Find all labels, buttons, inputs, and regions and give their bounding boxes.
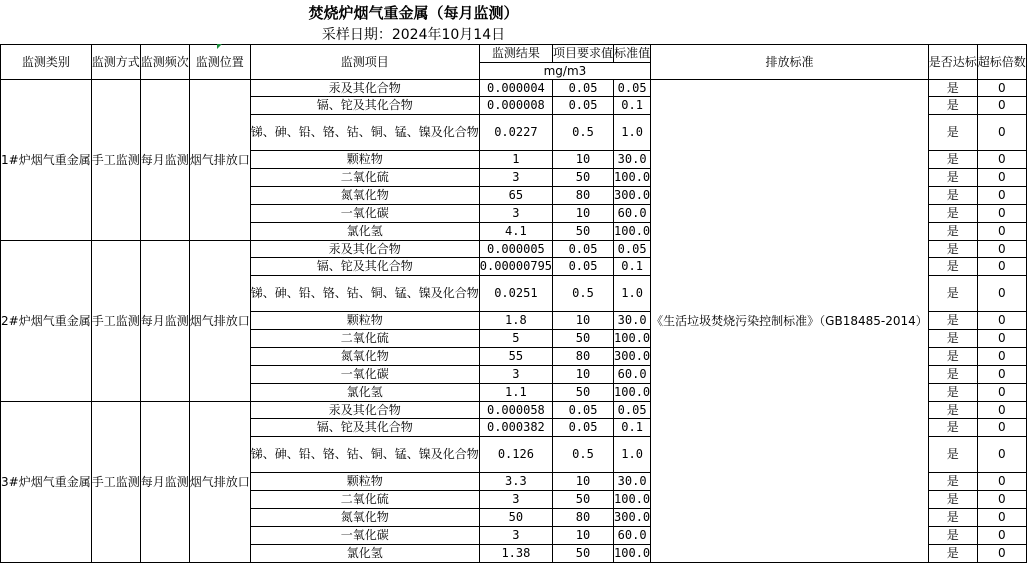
header-frequency: 监测频次 — [140, 45, 189, 80]
emission-standard-cell: 《生活垃圾焚烧污染控制标准》（GB18485-2014） — [651, 80, 929, 563]
item-cell: 氯化氢 — [250, 223, 479, 241]
result-cell: 1 — [479, 151, 552, 169]
requirement-cell: 0.5 — [553, 437, 614, 473]
standard-value-cell: 0.1 — [614, 419, 651, 437]
standard-value-cell: 300.0 — [614, 187, 651, 205]
compliant-cell: 是 — [928, 97, 977, 115]
compliant-cell: 是 — [928, 402, 977, 419]
requirement-cell: 0.5 — [553, 115, 614, 151]
frequency-cell: 每月监测 — [140, 80, 189, 241]
standard-value-cell: 1.0 — [614, 437, 651, 473]
standard-value-cell: 60.0 — [614, 527, 651, 545]
result-cell: 0.00000795 — [479, 258, 552, 276]
item-cell: 颗粒物 — [250, 312, 479, 330]
compliant-cell: 是 — [928, 330, 977, 348]
location-cell: 烟气排放口 — [189, 80, 250, 241]
header-item: 监测项目 — [250, 45, 479, 80]
standard-value-cell: 100.0 — [614, 545, 651, 563]
result-cell: 0.000382 — [479, 419, 552, 437]
category-cell: 1#炉烟气重金属 — [1, 80, 92, 241]
header-compliant: 是否达标 — [928, 45, 977, 80]
item-cell: 氯化氢 — [250, 545, 479, 563]
compliant-cell: 是 — [928, 151, 977, 169]
requirement-cell: 80 — [553, 509, 614, 527]
location-cell: 烟气排放口 — [189, 241, 250, 402]
result-cell: 0.000058 — [479, 402, 552, 419]
standard-value-cell: 100.0 — [614, 330, 651, 348]
exceed-cell: 0 — [977, 348, 1026, 366]
item-cell: 二氧化硫 — [250, 330, 479, 348]
item-cell: 颗粒物 — [250, 151, 479, 169]
standard-value-cell: 60.0 — [614, 205, 651, 223]
requirement-cell: 0.05 — [553, 80, 614, 97]
item-cell: 锑、砷、铅、铬、钴、铜、锰、镍及化合物 — [250, 115, 479, 151]
header-exceed: 超标倍数 — [977, 45, 1026, 80]
result-cell: 5 — [479, 330, 552, 348]
requirement-cell: 50 — [553, 384, 614, 402]
result-cell: 3 — [479, 491, 552, 509]
result-cell: 50 — [479, 509, 552, 527]
requirement-cell: 0.05 — [553, 258, 614, 276]
sampling-date: 采样日期：2024年10月14日 — [321, 27, 506, 43]
result-cell: 4.1 — [479, 223, 552, 241]
exceed-cell: 0 — [977, 330, 1026, 348]
header-standard-value: 标准值 — [614, 45, 651, 63]
requirement-cell: 10 — [553, 205, 614, 223]
result-cell: 3 — [479, 169, 552, 187]
method-cell: 手工监测 — [91, 80, 140, 241]
exceed-cell: 0 — [977, 258, 1026, 276]
exceed-cell: 0 — [977, 509, 1026, 527]
standard-value-cell: 0.1 — [614, 97, 651, 115]
header-method: 监测方式 — [91, 45, 140, 80]
header-location: 监测位置 — [189, 45, 250, 80]
compliant-cell: 是 — [928, 366, 977, 384]
exceed-cell: 0 — [977, 437, 1026, 473]
compliant-cell: 是 — [928, 80, 977, 97]
item-cell: 镉、铊及其化合物 — [250, 419, 479, 437]
compliant-cell: 是 — [928, 437, 977, 473]
requirement-cell: 50 — [553, 169, 614, 187]
result-cell: 0.000008 — [479, 97, 552, 115]
result-cell: 0.126 — [479, 437, 552, 473]
item-cell: 氮氧化物 — [250, 187, 479, 205]
compliant-cell: 是 — [928, 509, 977, 527]
item-cell: 颗粒物 — [250, 473, 479, 491]
item-cell: 一氧化碳 — [250, 205, 479, 223]
compliant-cell: 是 — [928, 276, 977, 312]
standard-value-cell: 30.0 — [614, 473, 651, 491]
item-cell: 镉、铊及其化合物 — [250, 258, 479, 276]
item-cell: 一氧化碳 — [250, 366, 479, 384]
result-cell: 0.000005 — [479, 241, 552, 258]
result-cell: 3 — [479, 366, 552, 384]
exceed-cell: 0 — [977, 205, 1026, 223]
compliant-cell: 是 — [928, 115, 977, 151]
exceed-cell: 0 — [977, 366, 1026, 384]
requirement-cell: 50 — [553, 545, 614, 563]
standard-value-cell: 0.05 — [614, 402, 651, 419]
item-cell: 汞及其化合物 — [250, 80, 479, 97]
header-emission-standard: 排放标准 — [651, 45, 929, 80]
requirement-cell: 0.05 — [553, 97, 614, 115]
exceed-cell: 0 — [977, 527, 1026, 545]
sheet-title: 焚烧炉烟气重金属（每月监测） — [308, 4, 519, 22]
requirement-cell: 10 — [553, 312, 614, 330]
standard-value-cell: 300.0 — [614, 348, 651, 366]
item-cell: 二氧化硫 — [250, 169, 479, 187]
requirement-cell: 10 — [553, 473, 614, 491]
compliant-cell: 是 — [928, 473, 977, 491]
header-requirement: 项目要求值 — [553, 45, 614, 63]
compliant-cell: 是 — [928, 419, 977, 437]
category-cell: 3#炉烟气重金属 — [1, 402, 92, 563]
requirement-cell: 0.05 — [553, 419, 614, 437]
standard-value-cell: 0.05 — [614, 241, 651, 258]
requirement-cell: 80 — [553, 348, 614, 366]
standard-value-cell: 100.0 — [614, 169, 651, 187]
exceed-cell: 0 — [977, 80, 1026, 97]
exceed-cell: 0 — [977, 115, 1026, 151]
compliant-cell: 是 — [928, 491, 977, 509]
monitoring-table — [0, 44, 1027, 563]
item-cell: 镉、铊及其化合物 — [250, 97, 479, 115]
header-unit: mg/m3 — [479, 63, 650, 80]
result-cell: 65 — [479, 187, 552, 205]
exceed-cell: 0 — [977, 97, 1026, 115]
result-cell: 55 — [479, 348, 552, 366]
compliant-cell: 是 — [928, 205, 977, 223]
requirement-cell: 10 — [553, 527, 614, 545]
method-cell: 手工监测 — [91, 402, 140, 563]
category-cell: 2#炉烟气重金属 — [1, 241, 92, 402]
method-cell: 手工监测 — [91, 241, 140, 402]
compliant-cell: 是 — [928, 258, 977, 276]
requirement-cell: 0.05 — [553, 402, 614, 419]
exceed-cell: 0 — [977, 402, 1026, 419]
exceed-cell: 0 — [977, 545, 1026, 563]
item-cell: 锑、砷、铅、铬、钴、铜、锰、镍及化合物 — [250, 437, 479, 473]
compliant-cell: 是 — [928, 545, 977, 563]
compliant-cell: 是 — [928, 384, 977, 402]
requirement-cell: 10 — [553, 151, 614, 169]
requirement-cell: 50 — [553, 223, 614, 241]
standard-value-cell: 1.0 — [614, 115, 651, 151]
result-cell: 1.38 — [479, 545, 552, 563]
requirement-cell: 50 — [553, 491, 614, 509]
result-cell: 3 — [479, 527, 552, 545]
frequency-cell: 每月监测 — [140, 241, 189, 402]
compliant-cell: 是 — [928, 348, 977, 366]
result-cell: 3 — [479, 205, 552, 223]
table-row — [1, 80, 1027, 97]
exceed-cell: 0 — [977, 384, 1026, 402]
comment-marker — [217, 44, 222, 49]
result-cell: 0.000004 — [479, 80, 552, 97]
exceed-cell: 0 — [977, 473, 1026, 491]
standard-value-cell: 300.0 — [614, 509, 651, 527]
result-cell: 1.1 — [479, 384, 552, 402]
requirement-cell: 0.05 — [553, 241, 614, 258]
exceed-cell: 0 — [977, 151, 1026, 169]
standard-value-cell: 30.0 — [614, 151, 651, 169]
item-cell: 氯化氢 — [250, 384, 479, 402]
exceed-cell: 0 — [977, 241, 1026, 258]
standard-value-cell: 0.05 — [614, 80, 651, 97]
requirement-cell: 10 — [553, 366, 614, 384]
standard-value-cell: 30.0 — [614, 312, 651, 330]
requirement-cell: 80 — [553, 187, 614, 205]
exceed-cell: 0 — [977, 169, 1026, 187]
compliant-cell: 是 — [928, 187, 977, 205]
result-cell: 3.3 — [479, 473, 552, 491]
standard-value-cell: 60.0 — [614, 366, 651, 384]
exceed-cell: 0 — [977, 419, 1026, 437]
exceed-cell: 0 — [977, 276, 1026, 312]
compliant-cell: 是 — [928, 223, 977, 241]
exceed-cell: 0 — [977, 223, 1026, 241]
result-cell: 1.8 — [479, 312, 552, 330]
result-cell: 0.0251 — [479, 276, 552, 312]
header-result: 监测结果 — [479, 45, 552, 63]
exceed-cell: 0 — [977, 491, 1026, 509]
standard-value-cell: 100.0 — [614, 384, 651, 402]
requirement-cell: 0.5 — [553, 276, 614, 312]
compliant-cell: 是 — [928, 527, 977, 545]
standard-value-cell: 1.0 — [614, 276, 651, 312]
compliant-cell: 是 — [928, 241, 977, 258]
header-category: 监测类别 — [1, 45, 92, 80]
item-cell: 氮氧化物 — [250, 348, 479, 366]
item-cell: 一氧化碳 — [250, 527, 479, 545]
item-cell: 锑、砷、铅、铬、钴、铜、锰、镍及化合物 — [250, 276, 479, 312]
standard-value-cell: 100.0 — [614, 491, 651, 509]
item-cell: 汞及其化合物 — [250, 241, 479, 258]
location-cell: 烟气排放口 — [189, 402, 250, 563]
item-cell: 二氧化硫 — [250, 491, 479, 509]
item-cell: 汞及其化合物 — [250, 402, 479, 419]
requirement-cell: 50 — [553, 330, 614, 348]
result-cell: 0.0227 — [479, 115, 552, 151]
compliant-cell: 是 — [928, 169, 977, 187]
standard-value-cell: 0.1 — [614, 258, 651, 276]
compliant-cell: 是 — [928, 312, 977, 330]
standard-value-cell: 100.0 — [614, 223, 651, 241]
exceed-cell: 0 — [977, 312, 1026, 330]
exceed-cell: 0 — [977, 187, 1026, 205]
frequency-cell: 每月监测 — [140, 402, 189, 563]
item-cell: 氮氧化物 — [250, 509, 479, 527]
